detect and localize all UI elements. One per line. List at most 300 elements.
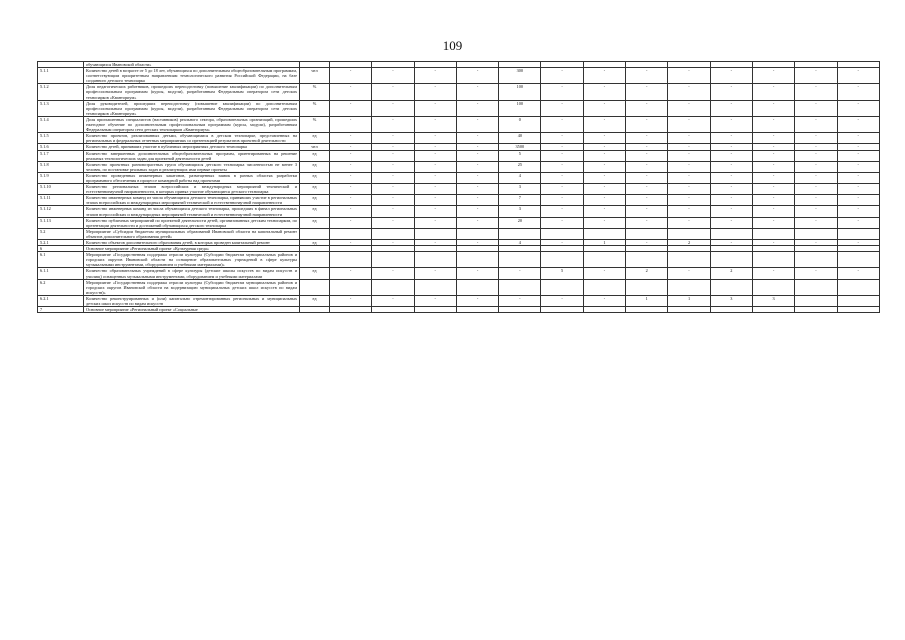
row-value: 100 bbox=[499, 84, 541, 100]
row-value: - bbox=[541, 161, 583, 172]
row-number: 5.1.7 bbox=[38, 150, 84, 161]
row-value: 5 bbox=[541, 268, 583, 279]
row-value: - bbox=[626, 133, 668, 144]
row-value: - bbox=[541, 295, 583, 306]
row-value: - bbox=[372, 68, 414, 84]
table-row bbox=[38, 206, 880, 217]
row-value: - bbox=[837, 217, 879, 228]
row-unit: % bbox=[300, 100, 330, 116]
row-value: - bbox=[752, 161, 794, 172]
row-value: 1 bbox=[668, 295, 710, 306]
row-value: - bbox=[837, 268, 879, 279]
row-value: - bbox=[752, 206, 794, 217]
row-value: - bbox=[626, 116, 668, 132]
row-value: 3500 bbox=[499, 144, 541, 150]
row-value: - bbox=[372, 100, 414, 116]
row-value: - bbox=[795, 172, 837, 183]
row-value: - bbox=[795, 161, 837, 172]
row-value: - bbox=[752, 184, 794, 195]
row-value bbox=[626, 307, 668, 313]
row-value: - bbox=[541, 217, 583, 228]
row-value: - bbox=[372, 84, 414, 100]
row-value bbox=[414, 252, 456, 268]
row-value: - bbox=[372, 268, 414, 279]
row-number: 5.1.13 bbox=[38, 217, 84, 228]
row-unit: ед bbox=[300, 133, 330, 144]
row-value: - bbox=[583, 184, 625, 195]
row-unit: чел bbox=[300, 144, 330, 150]
table-row bbox=[38, 268, 880, 279]
row-value bbox=[541, 252, 583, 268]
row-description: Количество проектов, реализованных детьми, обучающимися в детском технопарке, представленных на региональных и федеральных отчетных мероприятиях со презентацией результатов проектной деятельности bbox=[84, 133, 300, 144]
row-value: - bbox=[541, 100, 583, 116]
row-value: - bbox=[456, 295, 498, 306]
row-value: 7 bbox=[499, 195, 541, 206]
row-value: - bbox=[541, 68, 583, 84]
row-value: - bbox=[710, 161, 752, 172]
row-value: - bbox=[541, 240, 583, 246]
row-value: - bbox=[414, 268, 456, 279]
row-value: 3 bbox=[710, 295, 752, 306]
row-value: - bbox=[837, 150, 879, 161]
row-value: - bbox=[795, 100, 837, 116]
row-value bbox=[668, 252, 710, 268]
row-value bbox=[795, 307, 837, 313]
row-description: Мероприятие «Государственная поддержка отрасли культуры (Субсидии бюджетам муниципальных районов и городских округов Ивановской области на оснащение образовательных учреждений в сфере культуры музыкальными инструментами, оборудованием и учебными материалами)» bbox=[84, 252, 300, 268]
row-description: Количество инженерных команд из числа обучающихся детского технопарка, прошедших в финал региональных этапов всероссийских и международных мероприятий технической и естественнонаучной направленности bbox=[84, 206, 300, 217]
row-value: - bbox=[626, 195, 668, 206]
row-value: - bbox=[330, 116, 372, 132]
row-value: - bbox=[541, 144, 583, 150]
row-value: - bbox=[795, 150, 837, 161]
row-value bbox=[499, 307, 541, 313]
table-row bbox=[38, 195, 880, 206]
row-value bbox=[752, 279, 794, 295]
row-value: - bbox=[626, 206, 668, 217]
row-value: - bbox=[330, 184, 372, 195]
row-value bbox=[752, 307, 794, 313]
row-value: 0 bbox=[499, 116, 541, 132]
row-value bbox=[330, 307, 372, 313]
row-value: 5 bbox=[499, 150, 541, 161]
row-value: - bbox=[414, 84, 456, 100]
row-value: - bbox=[583, 195, 625, 206]
row-value: - bbox=[583, 116, 625, 132]
row-value: - bbox=[414, 68, 456, 84]
row-value: - bbox=[752, 133, 794, 144]
row-value: - bbox=[752, 144, 794, 150]
row-value: - bbox=[710, 206, 752, 217]
row-description: Количество региональных этапов всероссийских и международных мероприятий технической и естественнонаучной направленности, в которых принял участие обучающиеся детского технопарка bbox=[84, 184, 300, 195]
row-value bbox=[541, 228, 583, 239]
row-value: - bbox=[752, 172, 794, 183]
row-value: - bbox=[330, 206, 372, 217]
row-value bbox=[626, 252, 668, 268]
row-value: - bbox=[795, 195, 837, 206]
row-description: Количество проектных разновозрастных групп обучающихся детского технопарка численностью не менее 3 человек, по постановке реальных задач и реализующих ими первые проекты bbox=[84, 161, 300, 172]
row-value: 2 bbox=[626, 268, 668, 279]
row-value: - bbox=[583, 150, 625, 161]
row-value: - bbox=[330, 100, 372, 116]
row-unit bbox=[300, 228, 330, 239]
row-value: - bbox=[541, 133, 583, 144]
row-number: 5.1.11 bbox=[38, 195, 84, 206]
row-value: - bbox=[414, 161, 456, 172]
row-value: - bbox=[626, 184, 668, 195]
row-number: 5.2.1 bbox=[38, 240, 84, 246]
row-value: - bbox=[795, 268, 837, 279]
row-value: - bbox=[837, 68, 879, 84]
row-value: - bbox=[795, 144, 837, 150]
row-value: 1 bbox=[626, 295, 668, 306]
row-value bbox=[795, 279, 837, 295]
row-value: - bbox=[372, 206, 414, 217]
row-value: - bbox=[414, 295, 456, 306]
row-value: - bbox=[541, 84, 583, 100]
row-value: - bbox=[752, 84, 794, 100]
row-value: - bbox=[626, 100, 668, 116]
row-value: - bbox=[837, 144, 879, 150]
row-value: - bbox=[668, 133, 710, 144]
row-value: - bbox=[330, 268, 372, 279]
row-value: - bbox=[499, 295, 541, 306]
row-value: - bbox=[414, 217, 456, 228]
row-value: - bbox=[668, 116, 710, 132]
row-number: 6.2.1 bbox=[38, 295, 84, 306]
row-value: - bbox=[837, 240, 879, 246]
row-number: 5.1.10 bbox=[38, 184, 84, 195]
row-number: 6.1 bbox=[38, 252, 84, 268]
row-value bbox=[583, 307, 625, 313]
row-value: - bbox=[456, 268, 498, 279]
row-value: - bbox=[330, 295, 372, 306]
row-value: - bbox=[626, 240, 668, 246]
row-value: 3 bbox=[752, 295, 794, 306]
row-unit: ед bbox=[300, 206, 330, 217]
row-value: - bbox=[668, 184, 710, 195]
row-value: - bbox=[541, 150, 583, 161]
row-value bbox=[795, 228, 837, 239]
row-value: - bbox=[456, 144, 498, 150]
table-row bbox=[38, 217, 880, 228]
row-value bbox=[837, 295, 879, 306]
row-value: - bbox=[372, 150, 414, 161]
row-value bbox=[626, 228, 668, 239]
row-value: - bbox=[752, 100, 794, 116]
row-value: - bbox=[583, 133, 625, 144]
row-value bbox=[583, 228, 625, 239]
row-value: - bbox=[414, 206, 456, 217]
row-value: - bbox=[583, 295, 625, 306]
row-value: - bbox=[752, 268, 794, 279]
row-value bbox=[456, 279, 498, 295]
row-description: Основное мероприятие «Региональный проект «Культурная среда» bbox=[84, 246, 300, 252]
table-row bbox=[38, 184, 880, 195]
row-value: - bbox=[372, 184, 414, 195]
row-value bbox=[541, 307, 583, 313]
row-number: 6 bbox=[38, 246, 84, 252]
row-value bbox=[795, 252, 837, 268]
row-value: 3 bbox=[499, 206, 541, 217]
row-value: - bbox=[456, 116, 498, 132]
row-value: - bbox=[668, 268, 710, 279]
table-row bbox=[38, 307, 880, 313]
row-value: 40 bbox=[499, 133, 541, 144]
row-unit: чел bbox=[300, 68, 330, 84]
row-value: - bbox=[414, 100, 456, 116]
row-value: - bbox=[456, 150, 498, 161]
row-value: - bbox=[330, 84, 372, 100]
row-value bbox=[372, 307, 414, 313]
row-value: 300 bbox=[499, 68, 541, 84]
row-value: - bbox=[372, 295, 414, 306]
row-value: - bbox=[668, 195, 710, 206]
row-value bbox=[499, 252, 541, 268]
row-value: - bbox=[752, 217, 794, 228]
row-unit: ед bbox=[300, 217, 330, 228]
row-value: - bbox=[710, 84, 752, 100]
row-number: 5.1.9 bbox=[38, 172, 84, 183]
row-value: - bbox=[710, 68, 752, 84]
row-unit: % bbox=[300, 84, 330, 100]
row-value: - bbox=[372, 240, 414, 246]
row-value: - bbox=[837, 172, 879, 183]
row-value: - bbox=[837, 206, 879, 217]
row-value bbox=[330, 252, 372, 268]
row-value bbox=[752, 228, 794, 239]
row-value: - bbox=[583, 144, 625, 150]
row-value: - bbox=[330, 240, 372, 246]
row-value: - bbox=[795, 206, 837, 217]
row-value: - bbox=[499, 268, 541, 279]
row-value: - bbox=[795, 217, 837, 228]
row-value: - bbox=[795, 133, 837, 144]
row-unit: ед bbox=[300, 268, 330, 279]
row-description: Количество проведенных инженерных хакатонов, размещенных заявок в разных областях разработки программного обеспечения в процессе командной работы над проектами bbox=[84, 172, 300, 183]
row-value: - bbox=[456, 184, 498, 195]
row-value: - bbox=[456, 206, 498, 217]
row-description: Количество инженерных команд из числа обучающихся детского технопарка, принявших участие в региональных этапах всероссийских и международных мероприятий технической и естественнонаучной направленности bbox=[84, 195, 300, 206]
row-value bbox=[837, 307, 879, 313]
row-value: 2 bbox=[668, 240, 710, 246]
row-value: - bbox=[583, 217, 625, 228]
row-value: - bbox=[752, 150, 794, 161]
row-value: - bbox=[710, 116, 752, 132]
row-value: - bbox=[837, 161, 879, 172]
row-value: 20 bbox=[499, 217, 541, 228]
row-value bbox=[668, 228, 710, 239]
row-description: Мероприятие «Государственная поддержка отрасли культуры (Субсидии бюджетам муниципальных районов и городских округов Ивановской области на модернизацию муниципальных детских школ искусств по видам искусств)» bbox=[84, 279, 300, 295]
row-unit: ед bbox=[300, 295, 330, 306]
row-value: - bbox=[414, 133, 456, 144]
row-value: 4 bbox=[499, 240, 541, 246]
row-value bbox=[372, 228, 414, 239]
row-value: - bbox=[414, 195, 456, 206]
row-value: - bbox=[668, 144, 710, 150]
row-value: - bbox=[330, 68, 372, 84]
row-value: 1 bbox=[583, 240, 625, 246]
row-value: - bbox=[668, 172, 710, 183]
row-value: - bbox=[837, 195, 879, 206]
row-value bbox=[541, 279, 583, 295]
row-unit: ед bbox=[300, 240, 330, 246]
row-value bbox=[668, 307, 710, 313]
row-value: - bbox=[583, 84, 625, 100]
row-value bbox=[752, 252, 794, 268]
row-value: - bbox=[541, 206, 583, 217]
row-number: 6.1.1 bbox=[38, 268, 84, 279]
row-value: - bbox=[330, 195, 372, 206]
row-value: - bbox=[456, 172, 498, 183]
row-value: - bbox=[414, 240, 456, 246]
row-value: - bbox=[668, 84, 710, 100]
row-value: - bbox=[710, 195, 752, 206]
row-value bbox=[710, 307, 752, 313]
row-value: - bbox=[541, 116, 583, 132]
row-description: Количество детей в возрасте от 5 до 18 лет, обучающихся по дополнительным общеобразовательным программам, соответствующим приоритетным направлениям технологического развития Российской Федерации, на базе созданного детского технопарка bbox=[84, 68, 300, 84]
row-value: - bbox=[541, 184, 583, 195]
row-number: 5.1.3 bbox=[38, 100, 84, 116]
row-value: - bbox=[414, 184, 456, 195]
row-unit: ед bbox=[300, 172, 330, 183]
row-number: 5.1.2 bbox=[38, 84, 84, 100]
table-row bbox=[38, 84, 880, 100]
row-value: - bbox=[456, 68, 498, 84]
row-description: Доля педагогических работников, прошедших переподготовку (повышение квалификации) по дополнительным профессиональным программам (курсы, модули), разработанным Федеральным оператором сети детских технопарков «Кванториум» bbox=[84, 84, 300, 100]
row-value: - bbox=[456, 133, 498, 144]
table-row bbox=[38, 228, 880, 239]
table-row bbox=[38, 100, 880, 116]
row-unit: ед bbox=[300, 150, 330, 161]
row-value bbox=[456, 307, 498, 313]
row-value: - bbox=[837, 133, 879, 144]
row-unit bbox=[300, 307, 330, 313]
row-unit: % bbox=[300, 116, 330, 132]
row-value: - bbox=[330, 133, 372, 144]
row-number: 5.1.1 bbox=[38, 68, 84, 84]
row-value: - bbox=[710, 184, 752, 195]
row-value: - bbox=[626, 161, 668, 172]
row-value: - bbox=[795, 184, 837, 195]
row-description: Количество публичных мероприятий по проектной деятельности детей, организованных детским технопарком, по презентации деятельности и достижений обучающихся детского технопарка bbox=[84, 217, 300, 228]
row-value: - bbox=[456, 161, 498, 172]
row-description: обучающихся Ивановской области» bbox=[84, 62, 300, 68]
row-value: - bbox=[456, 217, 498, 228]
row-description: Количество реконструированных и (или) капитально отремонтированных региональных и муниципальных детских школ искусств по видам искусств bbox=[84, 295, 300, 306]
row-value: - bbox=[583, 206, 625, 217]
table-row bbox=[38, 172, 880, 183]
row-value: - bbox=[626, 217, 668, 228]
row-value: - bbox=[541, 172, 583, 183]
row-value: - bbox=[626, 150, 668, 161]
table-row bbox=[38, 295, 880, 306]
table-row bbox=[38, 161, 880, 172]
row-value: - bbox=[710, 172, 752, 183]
row-value: - bbox=[456, 240, 498, 246]
row-value: - bbox=[372, 217, 414, 228]
row-value bbox=[330, 279, 372, 295]
row-number: 5.2 bbox=[38, 228, 84, 239]
row-description: Количество завершенных дополнительных общеобразовательных программ, ориентированных на решение реальных технологических задач для проектной деятельности детей bbox=[84, 150, 300, 161]
row-value bbox=[583, 279, 625, 295]
row-value bbox=[837, 252, 879, 268]
row-value: - bbox=[372, 116, 414, 132]
row-value: - bbox=[626, 144, 668, 150]
row-number: 6.2 bbox=[38, 279, 84, 295]
row-value: - bbox=[414, 172, 456, 183]
row-value: - bbox=[583, 68, 625, 84]
row-value: 4 bbox=[499, 172, 541, 183]
row-description: Доля приглашенных специалистов (наставников) реального сектора, образовательных организаций, прошедших ежегодное обучение по дополнительным профессиональным программам (курсы, модули), разработанным Федеральным оператором сети детских технопарков «Кванториум» bbox=[84, 116, 300, 132]
row-value: 100 bbox=[499, 100, 541, 116]
row-value: - bbox=[795, 116, 837, 132]
row-value: - bbox=[414, 144, 456, 150]
row-value bbox=[499, 228, 541, 239]
indicators-table bbox=[37, 61, 880, 313]
row-value: - bbox=[583, 100, 625, 116]
row-value: - bbox=[414, 150, 456, 161]
row-value: - bbox=[626, 68, 668, 84]
row-value: - bbox=[372, 195, 414, 206]
row-value: - bbox=[752, 116, 794, 132]
row-value bbox=[330, 228, 372, 239]
row-number: 5.1.6 bbox=[38, 144, 84, 150]
row-value: - bbox=[668, 100, 710, 116]
row-number: 5.1.4 bbox=[38, 116, 84, 132]
row-unit bbox=[300, 279, 330, 295]
row-value: - bbox=[668, 206, 710, 217]
row-value: - bbox=[626, 84, 668, 100]
row-description: Доля руководителей, прошедших переподготовку (повышение квалификации) по дополнительным профессиональным программам (курсы, модули), разработанным Федеральным оператором сети детских технопарков «Кванториум» bbox=[84, 100, 300, 116]
row-number: 7 bbox=[38, 307, 84, 313]
row-value: - bbox=[456, 100, 498, 116]
row-value bbox=[456, 228, 498, 239]
row-value bbox=[837, 279, 879, 295]
row-value: - bbox=[330, 217, 372, 228]
row-description: Количество объектов дополнительного образования детей, в которых проведен капитальный ремонт bbox=[84, 240, 300, 246]
table-row bbox=[38, 279, 880, 295]
row-value bbox=[668, 279, 710, 295]
row-value: - bbox=[372, 172, 414, 183]
row-value: 25 bbox=[499, 161, 541, 172]
row-value bbox=[710, 228, 752, 239]
row-number: 5.1.12 bbox=[38, 206, 84, 217]
row-value: - bbox=[710, 240, 752, 246]
row-value: - bbox=[710, 150, 752, 161]
row-description: Количество детей, принявших участие в публичных мероприятиях детского технопарка bbox=[84, 144, 300, 150]
row-value: - bbox=[668, 150, 710, 161]
row-number: 5.1.8 bbox=[38, 161, 84, 172]
row-value: - bbox=[626, 172, 668, 183]
row-value: 2 bbox=[710, 268, 752, 279]
row-value bbox=[837, 228, 879, 239]
row-description: Мероприятие «Субсидии бюджетам муниципальных образований Ивановской области на капитальный ремонт объектов дополнительного образования детей» bbox=[84, 228, 300, 239]
table-row bbox=[38, 150, 880, 161]
row-unit: ед bbox=[300, 161, 330, 172]
row-value: - bbox=[752, 195, 794, 206]
row-value: - bbox=[372, 144, 414, 150]
row-value: - bbox=[456, 195, 498, 206]
row-value bbox=[414, 307, 456, 313]
row-value bbox=[456, 252, 498, 268]
row-value: - bbox=[710, 100, 752, 116]
row-value: - bbox=[752, 68, 794, 84]
table-row bbox=[38, 116, 880, 132]
row-value: 3 bbox=[499, 184, 541, 195]
row-value bbox=[626, 279, 668, 295]
row-value: - bbox=[837, 100, 879, 116]
row-unit: ед bbox=[300, 195, 330, 206]
